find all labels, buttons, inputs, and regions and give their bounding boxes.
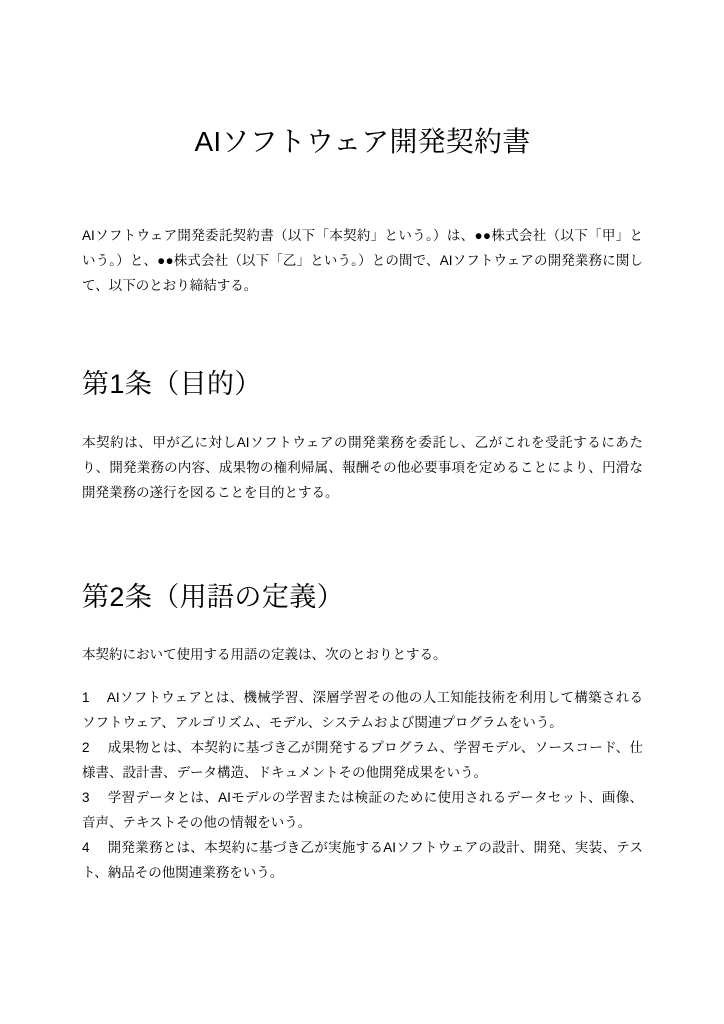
list-item [82, 685, 643, 735]
definition-number: 2 [82, 740, 104, 756]
definition-list [82, 667, 643, 885]
definition-number: 3 [82, 790, 104, 806]
list-item [82, 735, 643, 785]
document-content [82, 0, 643, 885]
definition-text: 成果物とは、本契約に基づき乙が開発するプログラム、学習モデル、ソースコード、仕様書、設計書、データ構造、ドキュメントその他開発成果をいう。 [82, 740, 643, 781]
article-1-heading: 第1条（目的） [82, 369, 262, 400]
definition-text: 学習データとは、AIモデルの学習または検証のために使用されるデータセット、画像、音声、テキストその他の情報をいう。 [82, 790, 643, 831]
list-item [82, 835, 643, 885]
definition-text: AIソフトウェアとは、機械学習、深層学習その他の人工知能技術を利用して構築されるソフトウェア、アルゴリズム、モデル、システムおよび関連プログラムをいう。 [82, 690, 643, 731]
list-item [82, 785, 643, 835]
contract-preamble: AIソフトウェア開発委託契約書（以下「本契約」という。）は、●●株式会社（以下「甲」という。）と、●●株式会社（以下「乙」という。）との間で、AIソフトウェアの開発業務に関して、以下のとおり締結する。 [82, 228, 643, 294]
article-2-heading: 第2条（用語の定義） [82, 581, 345, 612]
article-2-body: 本契約において使用する用語の定義は、次のとおりとする。 [82, 647, 447, 663]
article-1-body: 本契約は、甲が乙に対しAIソフトウェアの開発業務を委託し、乙がこれを受託するにあたり、開発業務の内容、成果物の権利帰属、報酬その他必要事項を定めることにより、円滑な開発業務の遂行を図ることを目的とする。 [82, 434, 643, 500]
definition-number: 1 [82, 690, 104, 706]
definition-number: 4 [82, 840, 104, 856]
definition-text: 開発業務とは、本契約に基づき乙が実施するAIソフトウェアの設計、開発、実装、テスト、納品その他関連業務をいう。 [82, 840, 643, 881]
page-title: AIソフトウェア開発契約書 [194, 126, 531, 157]
